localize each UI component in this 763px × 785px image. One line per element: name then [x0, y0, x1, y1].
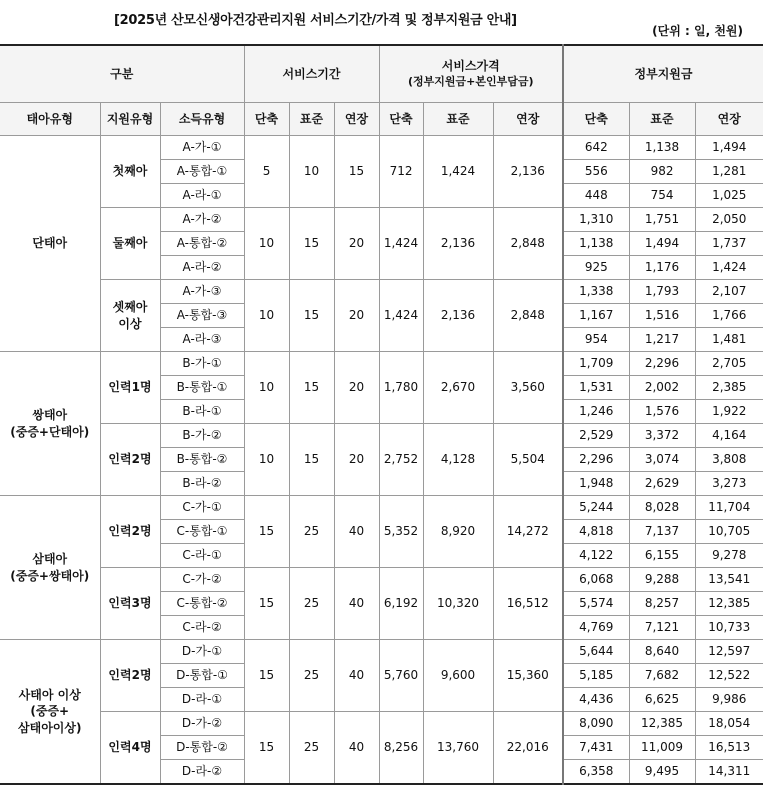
fetus-type-cell: [0, 352, 100, 496]
gov-extend-cell: 1,766: [695, 304, 763, 328]
period-short-cell: 15: [244, 568, 289, 640]
gov-standard-cell: 7,682: [629, 664, 695, 688]
income-type-cell: A-가-①: [160, 136, 244, 160]
support-type-line: 셋째아: [112, 300, 148, 315]
gov-extend-cell: 11,704: [695, 496, 763, 520]
income-type-cell: A-라-①: [160, 184, 244, 208]
price-standard-cell: 2,670: [423, 352, 493, 424]
income-type-cell: A-라-②: [160, 256, 244, 280]
header-row-top: [0, 45, 763, 103]
gov-short-cell: 8,090: [563, 712, 629, 736]
period-short-cell: 10: [244, 352, 289, 424]
fetus-type-line: (중증+쌍태아): [10, 568, 90, 583]
support-type-line: 첫째아: [112, 164, 148, 179]
fetus-type-line: 삼태아이상): [18, 720, 82, 735]
income-type-cell: B-통합-①: [160, 376, 244, 400]
fetus-type-cell: [0, 496, 100, 640]
gov-extend-cell: 3,808: [695, 448, 763, 472]
gov-short-cell: 5,574: [563, 592, 629, 616]
period-short-cell: 5: [244, 136, 289, 208]
price-short-cell: 6,192: [379, 568, 423, 640]
gov-standard-cell: 7,121: [629, 616, 695, 640]
support-type-line: 이상: [118, 316, 142, 331]
fetus-type-line: 사태아 이상: [18, 688, 81, 703]
price-standard-cell: 2,136: [423, 280, 493, 352]
gov-extend-cell: 10,733: [695, 616, 763, 640]
gov-short-cell: 5,185: [563, 664, 629, 688]
support-type-line: 인력2명: [108, 452, 152, 467]
price-short-cell: 2,752: [379, 424, 423, 496]
price-short-cell: 1,424: [379, 280, 423, 352]
income-type-cell: B-가-①: [160, 352, 244, 376]
gov-standard-cell: 2,296: [629, 352, 695, 376]
table-row: [0, 424, 763, 448]
support-type-cell: [100, 424, 160, 496]
unit-note: (단위 : 일, 천원): [652, 24, 743, 38]
header-support: 정부지원금: [563, 45, 763, 103]
support-type-cell: [100, 208, 160, 280]
price-standard-cell: 10,320: [423, 568, 493, 640]
fetus-type-line: 단태아: [32, 236, 68, 251]
fetus-type-line: (중증+단태아): [10, 424, 90, 439]
income-type-cell: D-가-②: [160, 712, 244, 736]
income-type-cell: D-통합-②: [160, 736, 244, 760]
price-extend-cell: 2,848: [493, 208, 563, 280]
gov-standard-cell: 754: [629, 184, 695, 208]
fetus-type-line: 삼태아: [32, 552, 68, 567]
income-type-cell: B-통합-②: [160, 448, 244, 472]
price-standard-cell: 9,600: [423, 640, 493, 712]
income-type-cell: C-라-①: [160, 544, 244, 568]
gov-standard-cell: 1,494: [629, 232, 695, 256]
period-standard-cell: 15: [289, 208, 334, 280]
support-type-line: 인력1명: [108, 380, 152, 395]
support-type-cell: [100, 712, 160, 785]
support-type-cell: [100, 352, 160, 424]
gov-short-cell: 448: [563, 184, 629, 208]
income-type-cell: B-라-②: [160, 472, 244, 496]
price-extend-cell: 16,512: [493, 568, 563, 640]
income-type-cell: A-통합-①: [160, 160, 244, 184]
period-standard-cell: 25: [289, 496, 334, 568]
support-type-cell: [100, 568, 160, 640]
gov-extend-cell: 1,481: [695, 328, 763, 352]
gov-short-cell: 6,068: [563, 568, 629, 592]
gov-extend-cell: 2,107: [695, 280, 763, 304]
header-income-type: 소득유형: [160, 103, 244, 136]
price-short-cell: 1,780: [379, 352, 423, 424]
gov-extend-cell: 4,164: [695, 424, 763, 448]
support-type-cell: [100, 280, 160, 352]
gov-standard-cell: 982: [629, 160, 695, 184]
gov-extend-cell: 16,513: [695, 736, 763, 760]
gov-short-cell: 1,310: [563, 208, 629, 232]
gov-short-cell: 4,769: [563, 616, 629, 640]
header-group: 구분: [0, 45, 244, 103]
gov-extend-cell: 14,311: [695, 760, 763, 785]
fetus-type-cell: [0, 640, 100, 785]
price-extend-cell: 15,360: [493, 640, 563, 712]
gov-short-cell: 1,338: [563, 280, 629, 304]
income-type-cell: B-가-②: [160, 424, 244, 448]
header-price-short: 단축: [379, 103, 423, 136]
header-gov-extend: 연장: [695, 103, 763, 136]
gov-extend-cell: 9,278: [695, 544, 763, 568]
price-short-cell: 5,760: [379, 640, 423, 712]
period-extend-cell: 40: [334, 712, 379, 785]
fetus-type-cell: [0, 136, 100, 352]
gov-standard-cell: 2,002: [629, 376, 695, 400]
header-price: [379, 45, 563, 103]
gov-standard-cell: 1,217: [629, 328, 695, 352]
header-price-sub: (정부지원금+본인부담금): [408, 74, 534, 88]
price-standard-cell: 8,920: [423, 496, 493, 568]
gov-extend-cell: 12,597: [695, 640, 763, 664]
income-type-cell: A-가-③: [160, 280, 244, 304]
header-period-extend: 연장: [334, 103, 379, 136]
header-price-standard: 표준: [423, 103, 493, 136]
table-row: [0, 352, 763, 376]
period-standard-cell: 15: [289, 352, 334, 424]
header-period-standard: 표준: [289, 103, 334, 136]
table-row: [0, 568, 763, 592]
table-row: [0, 640, 763, 664]
gov-standard-cell: 3,372: [629, 424, 695, 448]
document-title: [2025년 산모신생아건강관리지원 서비스기간/가격 및 정부지원금 안내]: [114, 13, 517, 28]
gov-standard-cell: 9,495: [629, 760, 695, 785]
period-short-cell: 15: [244, 712, 289, 785]
header-gov-standard: 표준: [629, 103, 695, 136]
period-short-cell: 15: [244, 640, 289, 712]
price-extend-cell: 2,848: [493, 280, 563, 352]
period-extend-cell: 20: [334, 352, 379, 424]
period-standard-cell: 15: [289, 280, 334, 352]
gov-standard-cell: 8,640: [629, 640, 695, 664]
support-type-line: 인력2명: [108, 668, 152, 683]
gov-standard-cell: 6,155: [629, 544, 695, 568]
gov-short-cell: 1,709: [563, 352, 629, 376]
gov-extend-cell: 1,494: [695, 136, 763, 160]
gov-standard-cell: 12,385: [629, 712, 695, 736]
period-standard-cell: 25: [289, 640, 334, 712]
header-period: 서비스기간: [244, 45, 379, 103]
gov-standard-cell: 8,028: [629, 496, 695, 520]
gov-short-cell: 2,529: [563, 424, 629, 448]
support-type-cell: [100, 640, 160, 712]
gov-extend-cell: 18,054: [695, 712, 763, 736]
gov-extend-cell: 2,050: [695, 208, 763, 232]
gov-extend-cell: 12,385: [695, 592, 763, 616]
gov-extend-cell: 10,705: [695, 520, 763, 544]
income-type-cell: C-통합-②: [160, 592, 244, 616]
gov-extend-cell: 12,522: [695, 664, 763, 688]
support-type-line: 인력2명: [108, 524, 152, 539]
price-short-cell: 5,352: [379, 496, 423, 568]
table-row: [0, 136, 763, 160]
gov-short-cell: 7,431: [563, 736, 629, 760]
header-period-short: 단축: [244, 103, 289, 136]
support-type-cell: [100, 496, 160, 568]
gov-short-cell: 2,296: [563, 448, 629, 472]
gov-standard-cell: 1,793: [629, 280, 695, 304]
period-extend-cell: 20: [334, 280, 379, 352]
income-type-cell: C-라-②: [160, 616, 244, 640]
price-standard-cell: 1,424: [423, 136, 493, 208]
gov-short-cell: 1,246: [563, 400, 629, 424]
table-row: [0, 712, 763, 736]
header-gov-short: 단축: [563, 103, 629, 136]
gov-short-cell: 4,122: [563, 544, 629, 568]
price-extend-cell: 2,136: [493, 136, 563, 208]
income-type-cell: D-라-①: [160, 688, 244, 712]
price-standard-cell: 13,760: [423, 712, 493, 785]
gov-standard-cell: 1,516: [629, 304, 695, 328]
fetus-type-line: 쌍태아: [32, 408, 68, 423]
income-type-cell: C-가-①: [160, 496, 244, 520]
header-row-sub: [0, 103, 763, 136]
gov-short-cell: 5,644: [563, 640, 629, 664]
gov-short-cell: 5,244: [563, 496, 629, 520]
support-type-line: 인력4명: [108, 740, 152, 755]
period-extend-cell: 20: [334, 208, 379, 280]
gov-short-cell: 925: [563, 256, 629, 280]
price-short-cell: 712: [379, 136, 423, 208]
table-row: [0, 280, 763, 304]
table-row: [0, 496, 763, 520]
price-short-cell: 1,424: [379, 208, 423, 280]
gov-extend-cell: 3,273: [695, 472, 763, 496]
table-body: [0, 136, 763, 785]
period-extend-cell: 40: [334, 640, 379, 712]
support-table: [0, 44, 763, 785]
income-type-cell: C-통합-①: [160, 520, 244, 544]
income-type-cell: D-라-②: [160, 760, 244, 785]
income-type-cell: D-통합-①: [160, 664, 244, 688]
support-type-line: 인력3명: [108, 596, 152, 611]
period-standard-cell: 10: [289, 136, 334, 208]
price-extend-cell: 3,560: [493, 352, 563, 424]
gov-standard-cell: 7,137: [629, 520, 695, 544]
period-short-cell: 10: [244, 424, 289, 496]
gov-standard-cell: 8,257: [629, 592, 695, 616]
period-standard-cell: 25: [289, 712, 334, 785]
fetus-type-line: (중증+: [30, 704, 70, 719]
gov-short-cell: 1,948: [563, 472, 629, 496]
gov-standard-cell: 11,009: [629, 736, 695, 760]
price-extend-cell: 22,016: [493, 712, 563, 785]
income-type-cell: C-가-②: [160, 568, 244, 592]
gov-standard-cell: 1,576: [629, 400, 695, 424]
gov-standard-cell: 9,288: [629, 568, 695, 592]
period-standard-cell: 25: [289, 568, 334, 640]
gov-extend-cell: 1,281: [695, 160, 763, 184]
income-type-cell: A-통합-③: [160, 304, 244, 328]
gov-standard-cell: 1,751: [629, 208, 695, 232]
gov-short-cell: 556: [563, 160, 629, 184]
period-extend-cell: 15: [334, 136, 379, 208]
gov-short-cell: 954: [563, 328, 629, 352]
price-short-cell: 8,256: [379, 712, 423, 785]
header-support-type: 지원유형: [100, 103, 160, 136]
period-extend-cell: 20: [334, 424, 379, 496]
income-type-cell: A-가-②: [160, 208, 244, 232]
price-extend-cell: 14,272: [493, 496, 563, 568]
table-row: [0, 208, 763, 232]
gov-extend-cell: 9,986: [695, 688, 763, 712]
header-price-extend: 연장: [493, 103, 563, 136]
gov-extend-cell: 1,922: [695, 400, 763, 424]
gov-short-cell: 6,358: [563, 760, 629, 785]
income-type-cell: A-통합-②: [160, 232, 244, 256]
gov-extend-cell: 1,737: [695, 232, 763, 256]
gov-standard-cell: 3,074: [629, 448, 695, 472]
header-fetus-type: 태아유형: [0, 103, 100, 136]
gov-short-cell: 1,531: [563, 376, 629, 400]
period-short-cell: 15: [244, 496, 289, 568]
gov-extend-cell: 13,541: [695, 568, 763, 592]
period-standard-cell: 15: [289, 424, 334, 496]
gov-standard-cell: 1,176: [629, 256, 695, 280]
support-type-cell: [100, 136, 160, 208]
period-short-cell: 10: [244, 280, 289, 352]
period-short-cell: 10: [244, 208, 289, 280]
gov-short-cell: 642: [563, 136, 629, 160]
price-standard-cell: 2,136: [423, 208, 493, 280]
period-extend-cell: 40: [334, 496, 379, 568]
gov-standard-cell: 2,629: [629, 472, 695, 496]
period-extend-cell: 40: [334, 568, 379, 640]
gov-short-cell: 1,167: [563, 304, 629, 328]
gov-short-cell: 1,138: [563, 232, 629, 256]
header-price-label: 서비스가격: [441, 59, 500, 74]
gov-standard-cell: 1,138: [629, 136, 695, 160]
gov-extend-cell: 2,705: [695, 352, 763, 376]
gov-standard-cell: 6,625: [629, 688, 695, 712]
gov-short-cell: 4,818: [563, 520, 629, 544]
price-extend-cell: 5,504: [493, 424, 563, 496]
gov-extend-cell: 1,025: [695, 184, 763, 208]
income-type-cell: B-라-①: [160, 400, 244, 424]
gov-extend-cell: 2,385: [695, 376, 763, 400]
income-type-cell: D-가-①: [160, 640, 244, 664]
gov-extend-cell: 1,424: [695, 256, 763, 280]
income-type-cell: A-라-③: [160, 328, 244, 352]
price-standard-cell: 4,128: [423, 424, 493, 496]
gov-short-cell: 4,436: [563, 688, 629, 712]
support-type-line: 둘째아: [112, 236, 148, 251]
